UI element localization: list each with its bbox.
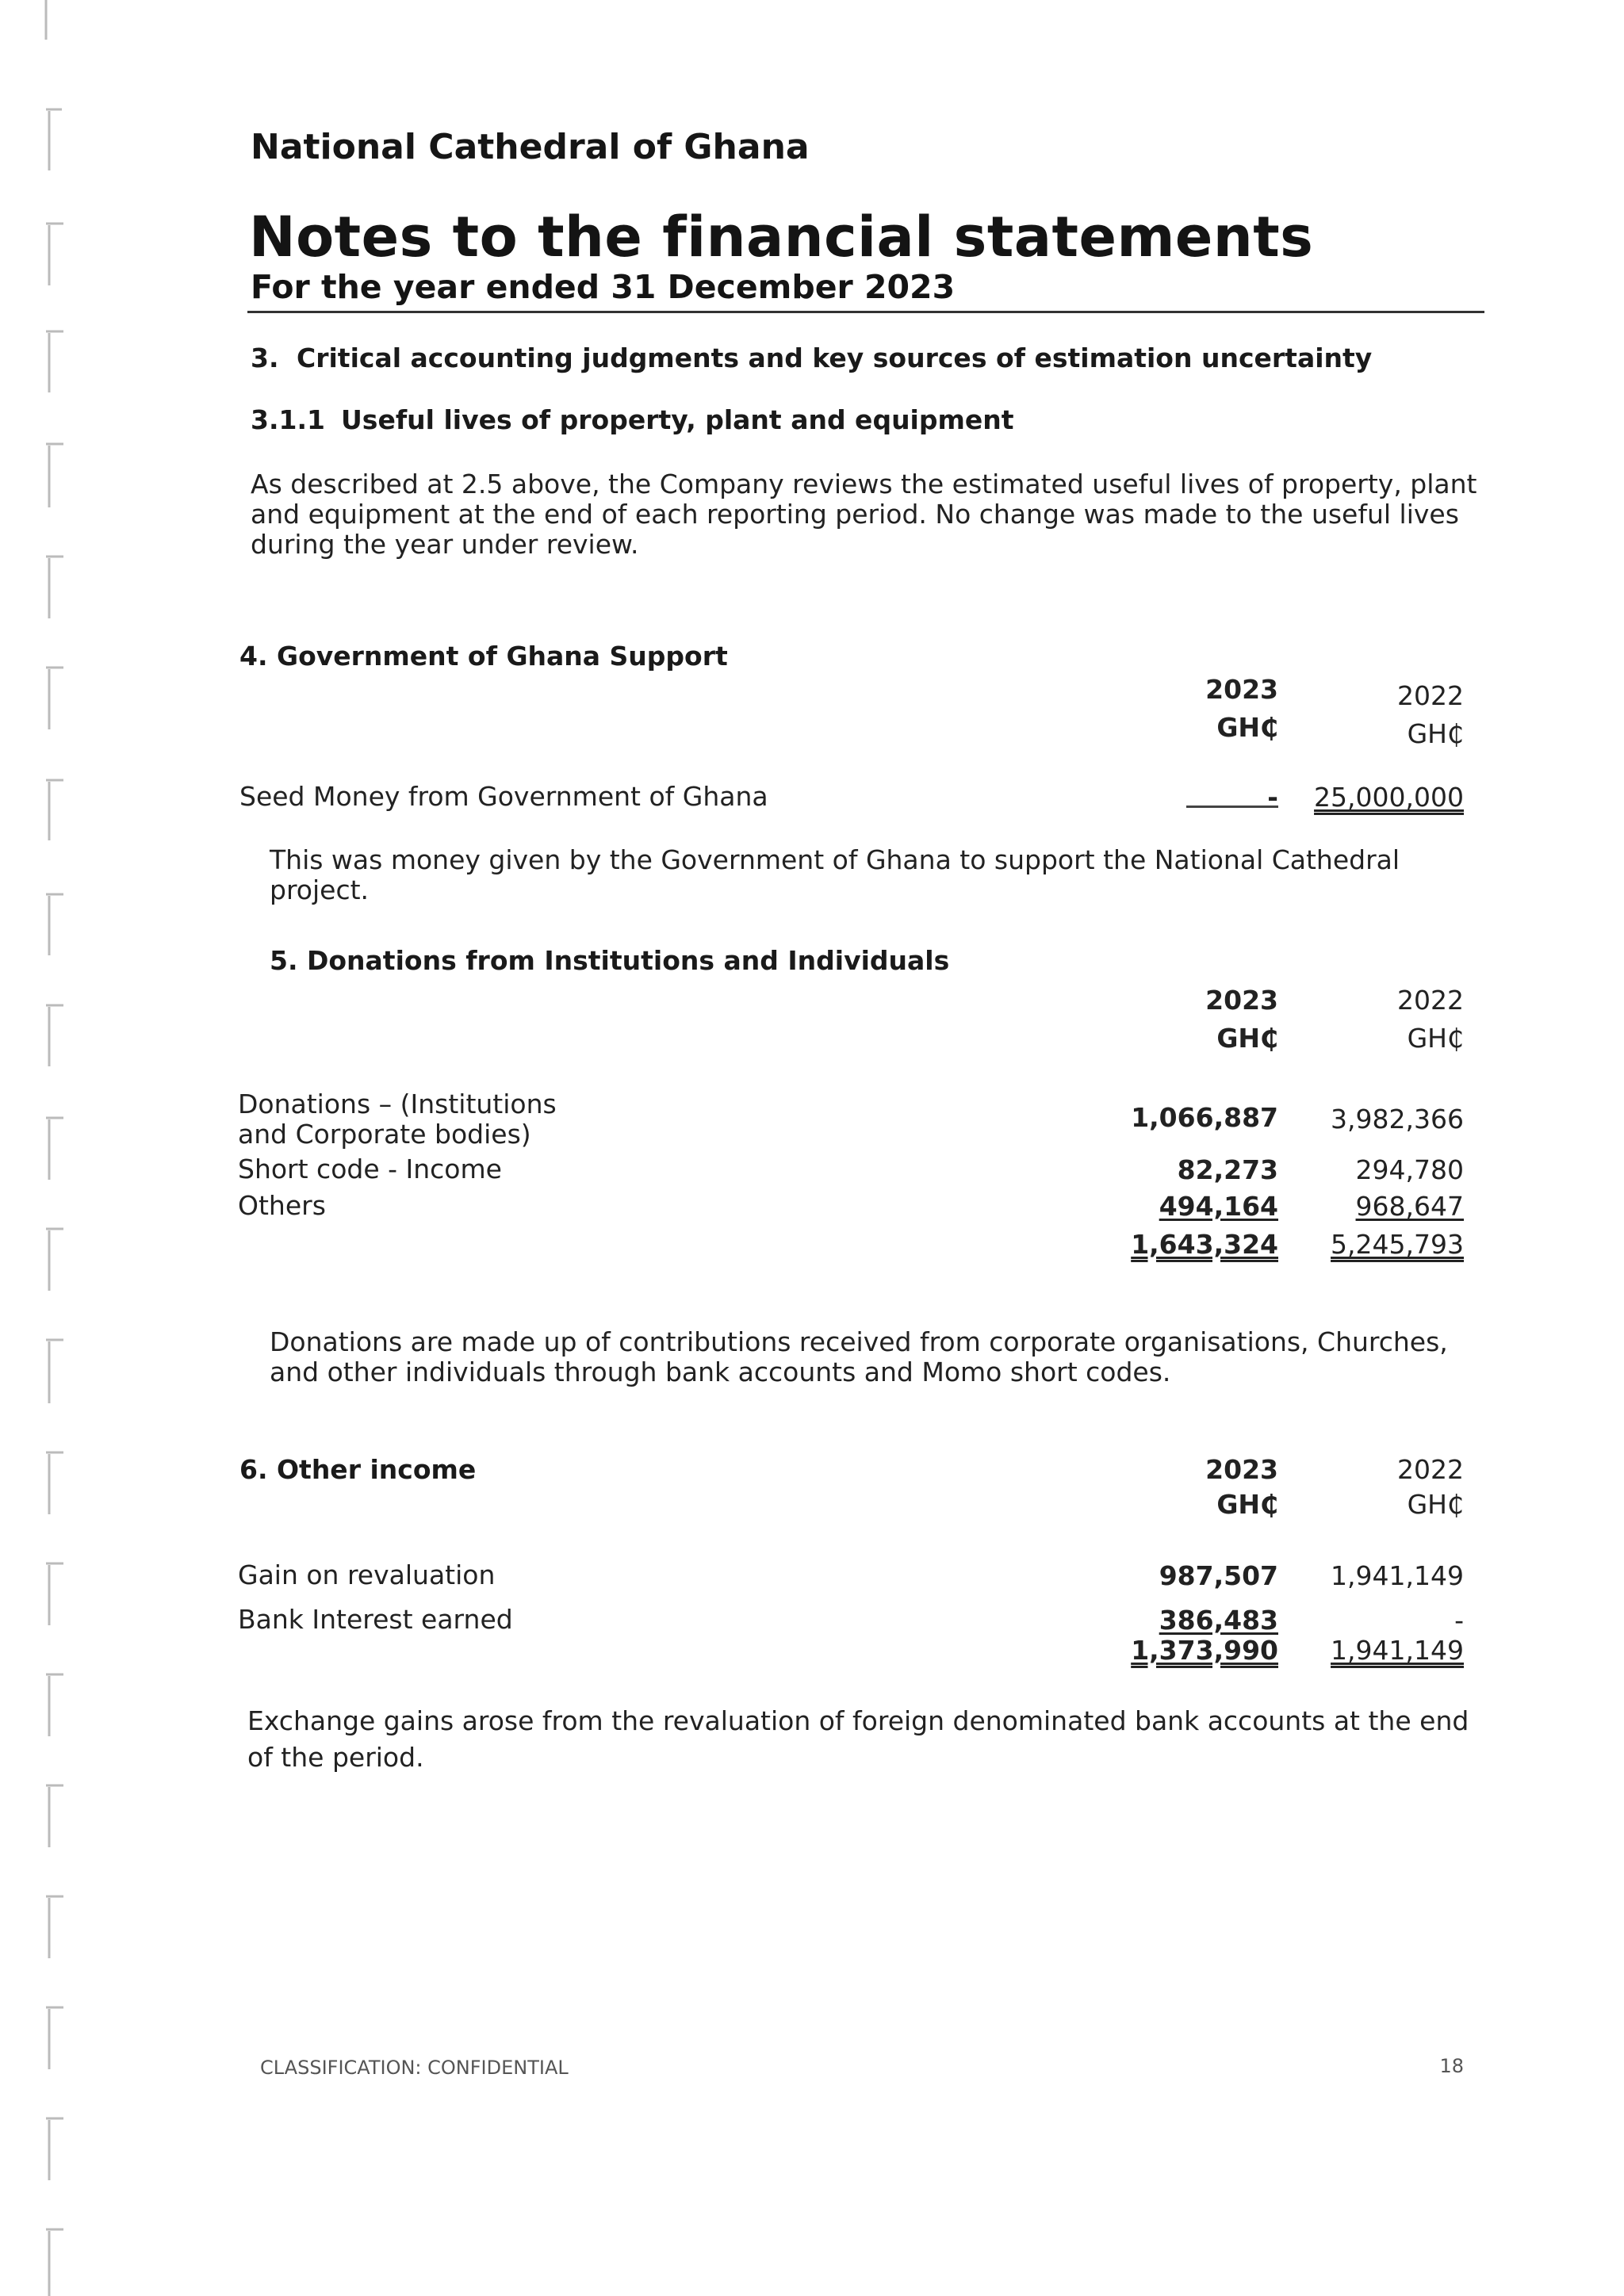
note4-heading: 4. Government of Ghana Support bbox=[239, 641, 728, 672]
col-header-2022: 2022 bbox=[1397, 680, 1464, 711]
col-header-2023: 2023 bbox=[1205, 674, 1278, 705]
paragraph-line: during the year under review. bbox=[251, 529, 639, 560]
paragraph-line: of the period. bbox=[247, 1742, 424, 1773]
paragraph-line: and other individuals through bank accounts and Momo short codes. bbox=[270, 1357, 1171, 1387]
col-header-2022: 2022 bbox=[1397, 985, 1464, 1016]
currency-2022: GH₵ bbox=[1407, 718, 1464, 749]
paragraph-line: Donations are made up of contributions received from corporate organisations, Churches, bbox=[270, 1326, 1448, 1357]
note4-row-label: Seed Money from Government of Ghana bbox=[239, 781, 768, 812]
paragraph-line: and equipment at the end of each reporting period. No change was made to the useful lives bbox=[251, 499, 1459, 530]
note4-value-2022: 25,000,000 bbox=[1314, 782, 1464, 813]
table-row-label: Bank Interest earned bbox=[238, 1604, 513, 1635]
table-cell-2023: 386,483 bbox=[1159, 1605, 1278, 1636]
table-cell-2022: 3,982,366 bbox=[1331, 1104, 1464, 1135]
table-row-label: Gain on revaluation bbox=[238, 1559, 496, 1590]
currency-2022: GH₵ bbox=[1407, 1489, 1464, 1520]
paragraph-line: project. bbox=[270, 874, 370, 905]
col-header-2022: 2022 bbox=[1397, 1454, 1464, 1485]
paragraph-line: This was money given by the Government of Ghana to support the National Cathedral bbox=[270, 844, 1400, 875]
page-title: Notes to the financial statements bbox=[249, 205, 1314, 270]
table-cell-2023: 987,507 bbox=[1159, 1560, 1278, 1591]
note3-1-1-heading: Useful lives of property, plant and equipment bbox=[341, 404, 1014, 435]
table-cell-2022: - bbox=[1454, 1605, 1464, 1636]
currency-2023: GH₵ bbox=[1216, 1489, 1278, 1520]
table-cell-2022: 1,941,149 bbox=[1331, 1560, 1464, 1591]
note3-paragraph bbox=[251, 469, 1477, 560]
classification-label: CLASSIFICATION: CONFIDENTIAL bbox=[260, 2057, 569, 2079]
note4-value-2023: - bbox=[1267, 782, 1278, 813]
note5-total-2022: 5,245,793 bbox=[1331, 1229, 1464, 1260]
note4-paragraph bbox=[270, 845, 1400, 905]
currency-2022: GH₵ bbox=[1407, 1023, 1464, 1054]
table-cell-2023: 494,164 bbox=[1159, 1191, 1278, 1222]
row-label-line: Donations – (Institutions bbox=[238, 1089, 557, 1119]
note5-total-2023: 1,643,324 bbox=[1131, 1229, 1278, 1260]
currency-2023: GH₵ bbox=[1216, 712, 1278, 743]
note6-paragraph bbox=[247, 1703, 1469, 1776]
note5-paragraph bbox=[270, 1327, 1448, 1387]
note3-heading: Critical accounting judgments and key sources of estimation uncertainty bbox=[297, 342, 1373, 373]
table-cell-2022: 968,647 bbox=[1355, 1191, 1464, 1222]
table-cell-2023: 1,066,887 bbox=[1131, 1102, 1278, 1133]
currency-2023: GH₵ bbox=[1216, 1023, 1278, 1054]
table-cell-2023: 82,273 bbox=[1177, 1154, 1278, 1185]
row-label-line: and Corporate bodies) bbox=[238, 1119, 531, 1150]
table-row-label: Others bbox=[238, 1190, 326, 1221]
organization-name: National Cathedral of Ghana bbox=[251, 127, 810, 167]
note3-1-1-number: 3.1.1 bbox=[251, 404, 325, 435]
table-row-label bbox=[238, 1089, 557, 1150]
period-subtitle: For the year ended 31 December 2023 bbox=[251, 268, 956, 306]
col-header-2023: 2023 bbox=[1205, 985, 1278, 1016]
binder-edge-marks bbox=[0, 0, 71, 2296]
header-divider bbox=[247, 311, 1484, 313]
col-header-2023: 2023 bbox=[1205, 1454, 1278, 1485]
page-number: 18 bbox=[1439, 2055, 1464, 2077]
note3-number: 3. bbox=[251, 342, 279, 373]
note6-total-2023: 1,373,990 bbox=[1131, 1635, 1278, 1666]
note6-heading: 6. Other income bbox=[239, 1454, 477, 1485]
note6-total-2022: 1,941,149 bbox=[1331, 1635, 1464, 1666]
paragraph-line: As described at 2.5 above, the Company reviews the estimated useful lives of property, plant bbox=[251, 469, 1477, 499]
table-cell-2022: 294,780 bbox=[1355, 1154, 1464, 1185]
note5-heading: 5. Donations from Institutions and Individuals bbox=[270, 945, 950, 976]
paragraph-line: Exchange gains arose from the revaluation of foreign denominated bank accounts at the end bbox=[247, 1705, 1469, 1736]
table-row-label: Short code - Income bbox=[238, 1154, 502, 1184]
